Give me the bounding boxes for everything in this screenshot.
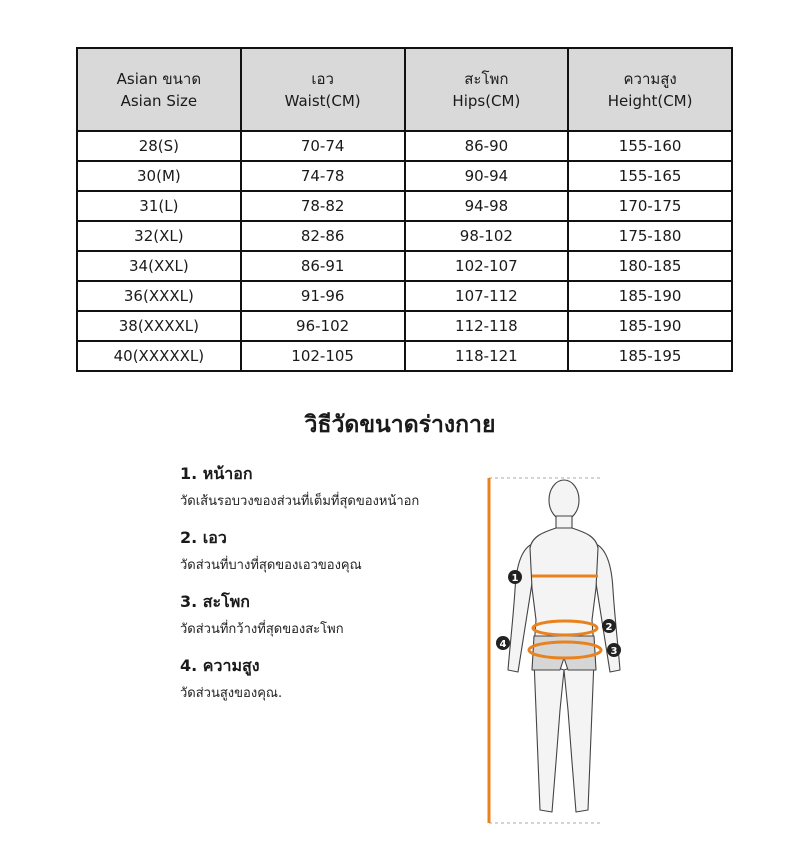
table-row <box>77 221 732 251</box>
header-label-th: Asian ขนาด <box>116 69 202 88</box>
size-table <box>76 47 733 372</box>
table-row <box>77 341 732 371</box>
step-description: วัดเส้นรอบวงของส่วนที่เต็มที่สุดของหน้าอก <box>180 494 420 509</box>
step-hips <box>180 590 430 640</box>
cell-size: 28(S) <box>77 131 241 161</box>
marker-3-label: 3 <box>610 646 618 657</box>
header-label-en: Height(CM) <box>607 91 693 110</box>
header-waist <box>241 48 405 131</box>
measure-guide-title: วิธีวัดขนาดร่างกาย <box>304 412 496 438</box>
step-title: 3. สะโพก <box>180 592 250 611</box>
step-description: วัดส่วนที่กว้างที่สุดของสะโพก <box>180 622 344 637</box>
cell-hips: 102-107 <box>405 251 569 281</box>
marker-1-label: 1 <box>511 573 519 584</box>
body-figure-illustration <box>480 470 650 830</box>
cell-waist: 96-102 <box>241 311 405 341</box>
cell-waist: 102-105 <box>241 341 405 371</box>
cell-size: 40(XXXXXL) <box>77 341 241 371</box>
cell-size: 30(M) <box>77 161 241 191</box>
right-leg-shape <box>564 660 594 812</box>
header-asian-size <box>77 48 241 131</box>
step-title: 2. เอว <box>180 528 227 547</box>
cell-size: 32(XL) <box>77 221 241 251</box>
cell-size: 38(XXXXL) <box>77 311 241 341</box>
cell-hips: 107-112 <box>405 281 569 311</box>
table-header-row <box>77 48 732 131</box>
cell-height: 155-165 <box>568 161 732 191</box>
cell-height: 155-160 <box>568 131 732 161</box>
step-waist <box>180 526 430 576</box>
step-height <box>180 654 430 704</box>
table-row <box>77 191 732 221</box>
cell-hips: 86-90 <box>405 131 569 161</box>
table-row <box>77 131 732 161</box>
cell-hips: 90-94 <box>405 161 569 191</box>
left-leg-shape <box>534 660 564 812</box>
cell-waist: 78-82 <box>241 191 405 221</box>
measure-steps <box>180 462 430 718</box>
cell-size: 34(XXL) <box>77 251 241 281</box>
cell-height: 175-180 <box>568 221 732 251</box>
table-row <box>77 161 732 191</box>
cell-height: 185-190 <box>568 311 732 341</box>
step-chest <box>180 462 430 512</box>
cell-waist: 70-74 <box>241 131 405 161</box>
cell-waist: 74-78 <box>241 161 405 191</box>
cell-size: 36(XXXL) <box>77 281 241 311</box>
body-outline <box>508 480 620 812</box>
header-label-en: Asian Size <box>120 91 198 110</box>
header-label-en: Waist(CM) <box>284 91 361 110</box>
cell-height: 185-195 <box>568 341 732 371</box>
cell-size: 31(L) <box>77 191 241 221</box>
cell-waist: 86-91 <box>241 251 405 281</box>
table-row <box>77 281 732 311</box>
step-description: วัดส่วนที่บางที่สุดของเอวของคุณ <box>180 558 362 573</box>
cell-waist: 82-86 <box>241 221 405 251</box>
cell-hips: 98-102 <box>405 221 569 251</box>
cell-hips: 94-98 <box>405 191 569 221</box>
step-title: 1. หน้าอก <box>180 464 253 483</box>
torso-shape <box>530 528 598 648</box>
marker-4-label: 4 <box>499 639 507 650</box>
step-title: 4. ความสูง <box>180 656 260 675</box>
cell-hips: 118-121 <box>405 341 569 371</box>
table-row <box>77 311 732 341</box>
header-label-th: สะโพก <box>464 69 509 88</box>
header-hips <box>405 48 569 131</box>
cell-hips: 112-118 <box>405 311 569 341</box>
header-label-th: ความสูง <box>623 69 677 88</box>
cell-waist: 91-96 <box>241 281 405 311</box>
header-label-th: เอว <box>311 69 334 88</box>
step-description: วัดส่วนสูงของคุณ. <box>180 686 283 701</box>
cell-height: 170-175 <box>568 191 732 221</box>
header-height <box>568 48 732 131</box>
table-row <box>77 251 732 281</box>
head-shape <box>549 480 579 520</box>
marker-2-label: 2 <box>605 622 613 633</box>
cell-height: 180-185 <box>568 251 732 281</box>
cell-height: 185-190 <box>568 281 732 311</box>
header-label-en: Hips(CM) <box>452 91 521 110</box>
